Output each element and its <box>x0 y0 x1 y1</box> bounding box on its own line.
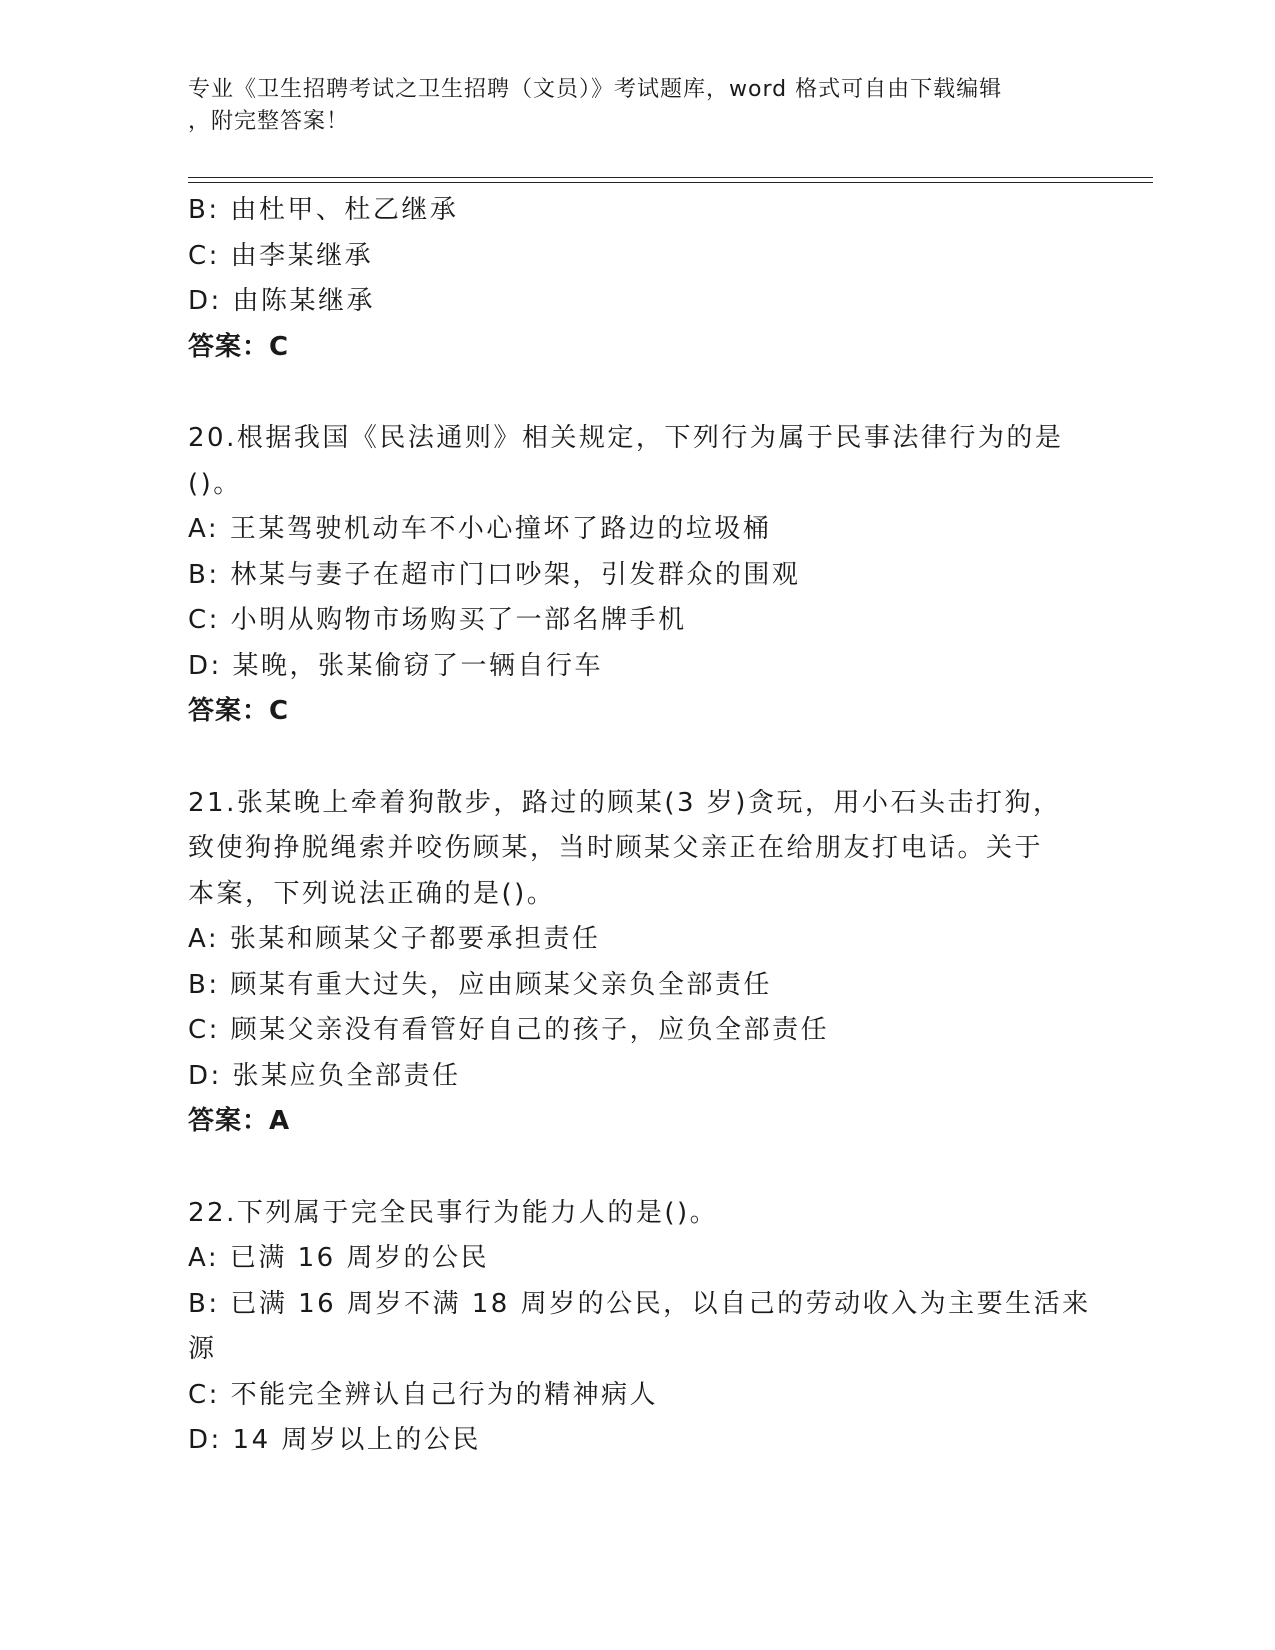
option-c: C: 小明从购物市场购买了一部名牌手机 <box>188 605 687 635</box>
option-b-continued: 源 <box>188 1334 217 1364</box>
document-body <box>188 188 1091 1464</box>
header-divider-top <box>188 177 1153 178</box>
question-21 <box>188 781 1088 1145</box>
answer: 答案：C <box>188 696 290 726</box>
question-stem: 致使狗挣脱绳索并咬伤顾某，当时顾某父亲正在给朋友打电话。关于 <box>188 833 1044 863</box>
option-d: D: 某晚，张某偷窃了一辆自行车 <box>188 650 604 681</box>
option-b: B: 林某与妻子在超市门口吵架，引发群众的围观 <box>188 559 801 590</box>
option-a: A: 王某驾驶机动车不小心撞坏了路边的垃圾桶 <box>188 514 772 544</box>
question-20 <box>188 416 1088 735</box>
answer: 答案：C <box>188 331 290 362</box>
page-header <box>188 74 1068 138</box>
question-stem: 20.根据我国《民法通则》相关规定，下列行为属于民事法律行为的是 <box>188 423 1064 453</box>
question-22 <box>188 1191 1091 1464</box>
option-c: C: 顾某父亲没有看管好自己的孩子，应负全部责任 <box>188 1015 830 1045</box>
option-b: B: 已满 16 周岁不满 18 周岁的公民，以自己的劳动收入为主要生活来 <box>188 1288 1091 1319</box>
header-line-2: ，附完整答案！ <box>188 109 350 134</box>
answer: 答案：A <box>188 1106 291 1136</box>
option-d: D: 张某应负全部责任 <box>188 1060 461 1091</box>
question-stem: 21.张某晚上牵着狗散步，路过的顾某(3 岁)贪玩，用小石头击打狗， <box>188 787 1062 818</box>
option-d: D: 由陈某继承 <box>188 286 376 316</box>
option-b: B: 由杜甲、杜乙继承 <box>188 195 459 225</box>
header-divider-bottom <box>188 182 1153 183</box>
option-c: C: 由李某继承 <box>188 240 374 271</box>
option-d: D: 14 周岁以上的公民 <box>188 1425 481 1455</box>
header-line-1: 专业《卫生招聘考试之卫生招聘（文员）》考试题库，word 格式可自由下载编辑 <box>188 77 1003 102</box>
option-c: C: 不能完全辨认自己行为的精神病人 <box>188 1379 659 1410</box>
option-b: B: 顾某有重大过失，应由顾某父亲负全部责任 <box>188 969 772 1000</box>
question-19 <box>188 188 1088 370</box>
question-stem: 22.下列属于完全民事行为能力人的是()。 <box>188 1197 719 1228</box>
question-stem: 本案，下列说法正确的是()。 <box>188 878 556 909</box>
question-stem: ()。 <box>188 468 242 499</box>
option-a: A: 张某和顾某父子都要承担责任 <box>188 924 601 954</box>
option-a: A: 已满 16 周岁的公民 <box>188 1243 489 1273</box>
